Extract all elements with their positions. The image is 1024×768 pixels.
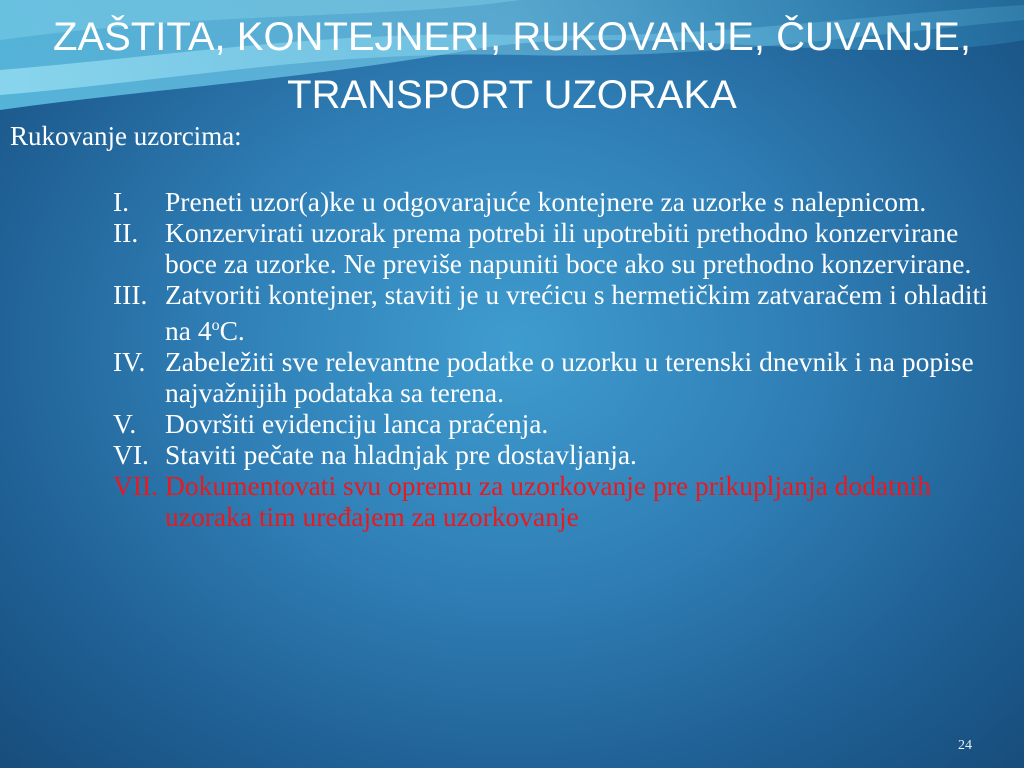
list-item-text-main: Zatvoriti kontejner, staviti je u vrećicu s hermetičkim zatvaračem i ohladiti na 4	[165, 279, 988, 347]
list-item-text-tail: C.	[219, 315, 245, 347]
list-item-text: Staviti pečate na hladnjak pre dostavljanja.	[165, 439, 637, 471]
list-item-number: IV.	[113, 346, 146, 378]
list-item-text: Dokumentovati svu opremu za uzorkovanje pre prikupljanja dodatnih uzoraka tim uređajem za uzorkovanje	[165, 470, 931, 533]
list-item-number: V.	[113, 408, 137, 440]
list-item	[113, 217, 1003, 279]
list-item-number: II.	[113, 217, 139, 248]
list-item-text: Preneti uzor(a)ke u odgovarajuće kontejnere za uzorke s nalepnicom.	[165, 186, 927, 217]
degree-superscript: o	[211, 317, 220, 334]
section-subtitle: Rukovanje uzorcima:	[10, 121, 242, 151]
list-item	[113, 279, 1003, 346]
list-item-text: Dovršiti evidenciju lanca praćenja.	[165, 408, 549, 440]
page-number: 24	[958, 738, 972, 753]
list-item	[113, 439, 1003, 470]
list-item	[113, 408, 1003, 439]
list-item	[113, 186, 1003, 217]
list-item-number: VI.	[113, 439, 149, 471]
list-item-text: Konzervirati uzorak prema potrebi ili upotrebiti prethodno konzervirane boce za uzorke. Ne previše napuniti boce ako su prethodno konzervirane.	[165, 217, 972, 279]
list-item-number: III.	[113, 279, 148, 310]
list-item-text	[165, 279, 1003, 346]
list-item-text: Zabeležiti sve relevantne podatke o uzorku u terenski dnevnik i na popise najvažnijih podataka sa terena.	[165, 346, 974, 409]
list-item	[113, 346, 1003, 408]
list-item-highlighted	[113, 470, 1003, 532]
slide-title: ZAŠTITA, KONTEJNERI, RUKOVANJE, ČUVANJE, TRANSPORT UZORAKA	[53, 15, 971, 117]
procedure-list	[113, 186, 1003, 532]
list-item-number: VII.	[113, 470, 159, 502]
list-item-number: I.	[113, 186, 130, 217]
